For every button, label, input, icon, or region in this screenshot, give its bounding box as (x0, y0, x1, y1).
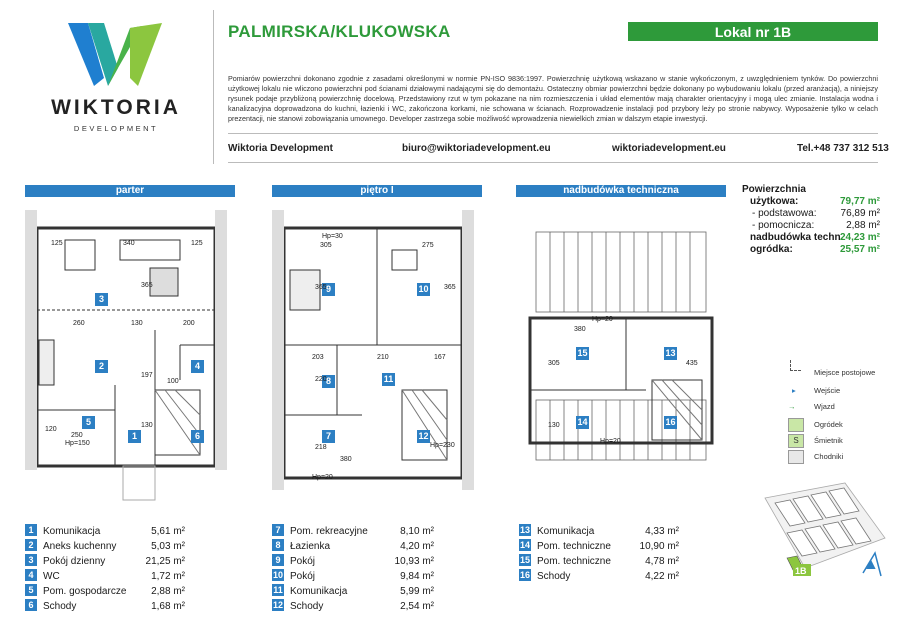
list-item: 1 Komunikacja 5,61 m² (25, 524, 185, 539)
dim-label: 275 (422, 242, 434, 249)
list-item: 3 Pokój dzienny 21,25 m² (25, 554, 185, 569)
room-marker-12: 12 (418, 431, 429, 441)
floor-plan-nadbudowka (516, 200, 731, 505)
dim-label: 218 (315, 444, 327, 451)
room-marker-11: 11 (383, 374, 394, 384)
surface-aux-value: 2,88 m² (846, 220, 880, 231)
list-item: 16 Schody 4,22 m² (519, 570, 679, 582)
list-item: 12 Schody 2,54 m² (272, 600, 434, 612)
unit-badge (628, 22, 878, 41)
dim-label: 130 (141, 422, 153, 429)
waste-swatch: S (788, 434, 804, 448)
surface-title: Powierzchnia (742, 184, 806, 195)
room-marker-13: 13 (665, 348, 676, 358)
page-title: PALMIRSKA/KLUKOWSKA (228, 22, 451, 41)
dim-label: 200 (183, 320, 195, 327)
surface-tech-value: 24,23 m² (839, 232, 880, 243)
site-map (735, 478, 895, 606)
company-name: Wiktoria Development (228, 143, 333, 154)
dim-label: 120 (45, 426, 57, 433)
legend-label: Ogródek (814, 420, 843, 429)
room-marker-8: 8 (322, 375, 335, 388)
floor-plan-pietro (272, 200, 487, 505)
room-marker-2: 2 (95, 360, 108, 373)
dim-label: 125 (51, 240, 63, 247)
unit-label: Lokal nr 1B (714, 23, 792, 40)
surface-usable-value: 79,77 m² (839, 196, 880, 207)
logo-w-icon (60, 18, 170, 88)
room-marker-3: 3 (95, 293, 108, 306)
dim-label: Hp=20 (592, 316, 613, 323)
dim-label: 210 (377, 354, 389, 361)
divider-line (228, 162, 878, 163)
room-marker-1: 1 (128, 430, 141, 443)
dim-label: Hp=150 (65, 440, 90, 447)
contact-email[interactable]: biuro@wiktoriadevelopment.eu (402, 143, 551, 154)
disclaimer-text: Pomiarów powierzchni dokonano zgodnie z zasadami określonymi w normie PN-ISO 9836:1997. Powierzchnię użytkową wskazano w stanie wykończonym, z uwzględnieniem tynków. Do powierzchni użytkowej lokalu nie wliczono powierzchni pod ścianami działowymi nadającymi się do demontażu. Ostateczny obmiar powierzchni będzie dokonany po wybudowaniu lokalu (przed aranżacją), a niniejszy rysunek podaje przybliżoną powierzchnię docelową. Przedstawiony rzut w tym pokazane na nim rozmieszczenia i układ elementów mają charakter orientacyjny i mogą ulec zmianie. Instalacja wodna i kanalizacyjna doprowadzona do kuchni, łazienki i WC, zakończona korkami, nie schowana w ścianach. Rozprowadzenie instalacji pod przybory leży po stronie nabywcy. Wyposażenie tylko w celach prezentacji, nie stanowi zobowiązania umownego. Developer zastrzega sobie możliwość wprowadzenia niewielkich zmian w dalszym etapie inwestycji. (228, 74, 878, 123)
dim-label: 340 (123, 240, 135, 247)
room-marker-5: 5 (82, 416, 95, 429)
contact-website[interactable]: wiktoriadevelopment.eu (612, 143, 726, 154)
dim-label: 197 (141, 372, 153, 379)
legend-label: Chodniki (814, 452, 844, 461)
legend-label: Wejście (814, 386, 841, 395)
dim-label: Hp=20 (312, 474, 333, 481)
dim-label: 125 (191, 240, 203, 247)
list-item: 6 Schody 1,68 m² (25, 599, 185, 614)
sidewalk-swatch (788, 450, 804, 464)
dim-label: 365 (315, 284, 327, 291)
dim-label: 260 (73, 320, 85, 327)
north-arrow-icon: ▲ (863, 556, 879, 573)
parking-icon (790, 360, 801, 371)
list-item: 11 Komunikacja 5,99 m² (273, 585, 434, 597)
dim-label: 380 (574, 326, 586, 333)
plan-title-pietro: piętro I (272, 185, 482, 197)
legend-label: Śmietnik (814, 436, 843, 445)
site-unit-label: 1B (795, 566, 807, 576)
floor-plan-parter (25, 200, 240, 505)
surface-tech-label: nadbudówka techn. (750, 232, 844, 243)
room-list-nadbudowka (519, 524, 679, 586)
garden-swatch (788, 418, 804, 432)
room-marker-9: 9 (322, 283, 335, 296)
dim-label: 305 (320, 242, 332, 249)
logo-name: WIKTORIA (51, 96, 181, 119)
surface-usable-label: użytkowa: (750, 196, 799, 207)
room-marker-16: 16 (665, 417, 676, 427)
surface-garden-label: ogródka: (750, 244, 793, 255)
legend-label: Miejsce postojowe (814, 368, 876, 377)
dim-label: Hp=30 (322, 233, 343, 240)
dim-label: 220 (315, 376, 327, 383)
surface-basic-label: - podstawowa: (752, 208, 817, 219)
room-list-pietro (272, 524, 434, 616)
list-item: 7 Pom. rekreacyjne 8,10 m² (272, 524, 434, 539)
list-item: 13 Komunikacja 4,33 m² (519, 525, 679, 537)
logo-sub: DEVELOPMENT (73, 124, 159, 133)
dim-label: 167 (434, 354, 446, 361)
entrance-arrow-icon: ▸ (792, 386, 796, 395)
surface-garden-value: 25,57 m² (839, 244, 880, 255)
surface-summary (742, 184, 880, 264)
room-marker-10: 10 (418, 284, 429, 294)
plan-title-nadbudowka: nadbudówka techniczna (516, 185, 726, 197)
surface-basic-value: 76,89 m² (840, 208, 880, 219)
dim-label: 435 (686, 360, 698, 367)
dim-label: 365 (444, 284, 456, 291)
header-divider (213, 10, 214, 164)
contact-phone: Tel.+48 737 312 513 (797, 143, 889, 154)
legend (786, 368, 896, 463)
list-item: 4 WC 1,72 m² (25, 569, 185, 584)
dim-label: 100 (167, 378, 179, 385)
surface-aux-label: - pomocnicza: (752, 220, 815, 231)
list-item: 8 Łazienka 4,20 m² (272, 539, 434, 554)
room-marker-15: 15 (577, 348, 588, 358)
list-item: 14 Pom. techniczne 10,90 m² (519, 540, 679, 552)
dim-label: 305 (548, 360, 560, 367)
plan-title-parter: parter (25, 185, 235, 197)
dim-label: 130 (548, 422, 560, 429)
dim-label: Hp=20 (600, 438, 621, 445)
room-marker-14: 14 (577, 417, 588, 427)
divider-line (228, 133, 878, 134)
list-item: 9 Pokój 10,93 m² (272, 554, 434, 569)
dim-label: 380 (340, 456, 352, 463)
room-marker-7: 7 (322, 430, 335, 443)
legend-label: Wjazd (814, 402, 835, 411)
list-item: 15 Pom. techniczne 4,78 m² (519, 555, 679, 567)
room-marker-4: 4 (191, 360, 204, 373)
list-item: 2 Aneks kuchenny 5,03 m² (25, 539, 185, 554)
driveway-arrow-icon: → (788, 402, 796, 411)
dim-label: 130 (131, 320, 143, 327)
dim-label: 203 (312, 354, 324, 361)
dim-label: 250 (71, 432, 83, 439)
list-item: 10 Pokój 9,84 m² (272, 570, 434, 582)
dim-label: 365 (141, 282, 153, 289)
dim-label: Hp=230 (430, 442, 455, 449)
logo (51, 18, 181, 138)
room-list-parter (25, 524, 185, 616)
list-item: 5 Pom. gospodarcze 2,88 m² (25, 584, 185, 599)
room-marker-6: 6 (191, 430, 204, 443)
